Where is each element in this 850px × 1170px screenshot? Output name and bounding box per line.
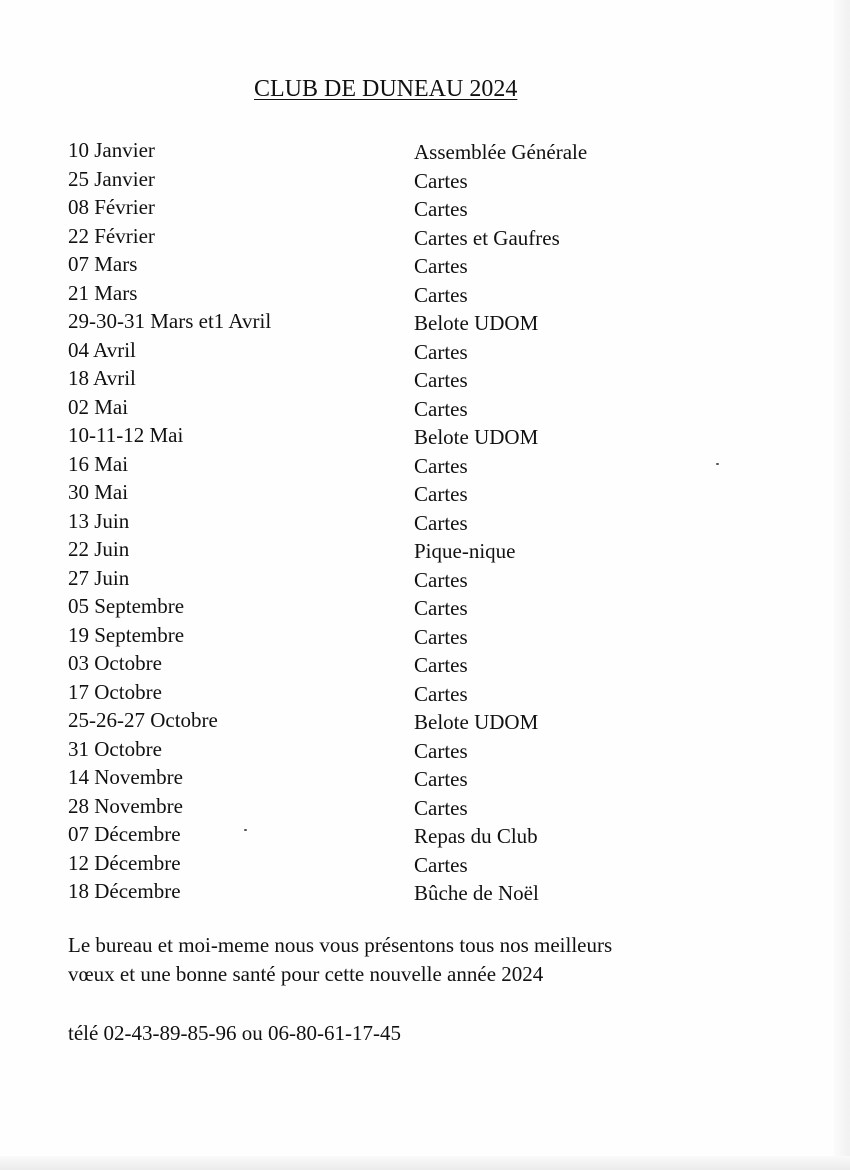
schedule-event: Cartes xyxy=(414,254,468,278)
schedule-date: 18 Avril xyxy=(68,366,136,390)
page-edge-shadow xyxy=(834,0,850,1170)
schedule-row xyxy=(68,735,688,764)
schedule-event: Cartes xyxy=(414,653,468,677)
schedule-date: 31 Octobre xyxy=(68,736,162,761)
schedule-event: Repas du Club xyxy=(414,824,538,848)
schedule-date: 10-11-12 Mai xyxy=(68,423,184,447)
schedule-date: 08 Février xyxy=(68,195,155,219)
schedule-event: Cartes xyxy=(414,567,468,592)
schedule-date: 13 Juin xyxy=(68,508,130,533)
schedule-row xyxy=(68,706,688,735)
scan-speck xyxy=(244,829,247,831)
schedule-date: 03 Octobre xyxy=(68,651,162,675)
schedule-row xyxy=(68,279,688,308)
schedule-event: Cartes xyxy=(414,767,468,791)
schedule-row xyxy=(68,393,688,422)
schedule-row xyxy=(68,877,688,906)
schedule-date: 05 Septembre xyxy=(68,594,185,618)
schedule-date: 07 Décembre xyxy=(68,822,181,846)
schedule-event: Cartes xyxy=(414,368,468,392)
schedule-event: Pique-nique xyxy=(414,539,516,563)
schedule-event: Cartes xyxy=(414,168,468,193)
schedule-date: 25-26-27 Octobre xyxy=(68,708,218,732)
schedule-date: 16 Mai xyxy=(68,451,129,476)
schedule-event: Cartes xyxy=(414,453,468,478)
schedule-row xyxy=(68,678,688,707)
schedule-row xyxy=(68,421,688,450)
schedule-list xyxy=(68,136,688,906)
greeting-line-1: Le bureau et moi-meme nous vous présentons tous nos meilleurs xyxy=(68,933,613,957)
schedule-row xyxy=(68,250,688,279)
schedule-event: Cartes xyxy=(414,339,468,364)
schedule-row xyxy=(68,763,688,792)
schedule-date: 22 Février xyxy=(68,223,155,248)
schedule-row xyxy=(68,478,688,507)
schedule-row xyxy=(68,193,688,222)
page-title: CLUB DE DUNEAU 2024 xyxy=(254,76,518,102)
scan-speck xyxy=(716,463,719,465)
schedule-event: Bûche de Noël xyxy=(414,881,539,905)
schedule-row xyxy=(68,849,688,878)
greeting-line-2: vœux et une bonne santé pour cette nouvelle année 2024 xyxy=(68,961,544,986)
schedule-row xyxy=(68,336,688,365)
schedule-event: Cartes xyxy=(414,795,468,820)
schedule-event: Cartes et Gaufres xyxy=(414,225,560,250)
schedule-event: Cartes xyxy=(414,596,468,620)
schedule-event: Cartes xyxy=(414,482,468,506)
schedule-date: 12 Décembre xyxy=(68,850,181,875)
schedule-date: 14 Novembre xyxy=(68,765,183,789)
schedule-row xyxy=(68,136,688,165)
schedule-date: 28 Novembre xyxy=(68,793,183,818)
schedule-row xyxy=(68,649,688,678)
schedule-date: 29-30-31 Mars et1 Avril xyxy=(68,309,272,333)
schedule-date: 19 Septembre xyxy=(68,622,185,647)
schedule-row xyxy=(68,507,688,536)
schedule-event: Assemblée Générale xyxy=(414,140,588,164)
schedule-date: 10 Janvier xyxy=(68,138,155,162)
schedule-date: 17 Octobre xyxy=(68,679,162,704)
schedule-row xyxy=(68,222,688,251)
greeting-message xyxy=(68,931,788,988)
schedule-row xyxy=(68,820,688,849)
schedule-event: Cartes xyxy=(414,624,468,649)
schedule-event: Belote UDOM xyxy=(414,710,539,734)
schedule-row xyxy=(68,307,688,336)
schedule-date: 30 Mai xyxy=(68,480,129,504)
schedule-event: Cartes xyxy=(414,510,468,535)
schedule-row xyxy=(68,792,688,821)
schedule-row xyxy=(68,592,688,621)
schedule-date: 18 Décembre xyxy=(68,879,181,903)
schedule-event: Cartes xyxy=(414,197,468,221)
schedule-row xyxy=(68,621,688,650)
schedule-date: 07 Mars xyxy=(68,252,138,276)
schedule-date: 22 Juin xyxy=(68,537,130,561)
schedule-date: 02 Mai xyxy=(68,394,129,419)
schedule-event: Belote UDOM xyxy=(414,425,539,449)
schedule-date: 27 Juin xyxy=(68,565,130,590)
schedule-event: Cartes xyxy=(414,396,468,421)
schedule-event: Cartes xyxy=(414,852,468,877)
schedule-row xyxy=(68,564,688,593)
schedule-event: Cartes xyxy=(414,681,468,706)
schedule-event: Cartes xyxy=(414,282,468,307)
schedule-row xyxy=(68,364,688,393)
schedule-date: 04 Avril xyxy=(68,337,136,362)
schedule-date: 21 Mars xyxy=(68,280,138,305)
schedule-event: Belote UDOM xyxy=(414,311,539,335)
schedule-row xyxy=(68,165,688,194)
phone-contact: télé 02-43-89-85-96 ou 06-80-61-17-45 xyxy=(68,1021,402,1045)
schedule-date: 25 Janvier xyxy=(68,166,155,191)
schedule-row xyxy=(68,450,688,479)
page-edge-shadow-bottom xyxy=(0,1156,850,1170)
schedule-event: Cartes xyxy=(414,738,468,763)
schedule-row xyxy=(68,535,688,564)
